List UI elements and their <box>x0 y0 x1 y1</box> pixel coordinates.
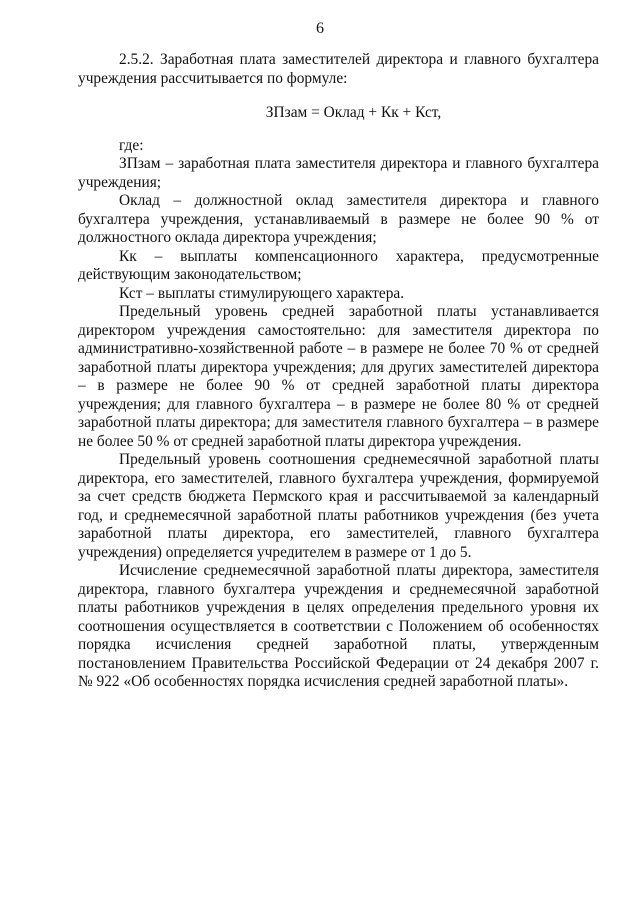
definition-zpzam: ЗПзам – заработная плата заместителя директора и главного бухгалтера учреждения; <box>78 155 599 191</box>
definition-kk: Кк – выплаты компенсационного характера, предусмотренные действующим законодательством; <box>78 247 599 283</box>
definition-oklad: Оклад – должностной оклад заместителя директора и главного бухгалтера учреждения, устанавливаемый в размере не более 90 % от должностного оклада директора учреждения; <box>78 192 599 246</box>
page-number: 6 <box>316 20 324 37</box>
paragraph-salary-limit: Предельный уровень средней заработной платы устанавливается директором учреждения самостоятельно: для заместителя директора по административно-хозяйственной работе – в размере не более 70 % от средней заработной платы директора учреждения; для других заместителей директора – в размере не более 90 % от средней заработной платы директора учреждения; для главного бухгалтера – в размере не более 80 % от средней заработной платы директора; для заместителя главного бухгалтера – в размере не более 50 % от средней заработной платы директора учреждения. <box>78 303 599 450</box>
formula: ЗПзам = Оклад + Кк + Кст, <box>265 104 442 121</box>
document-body <box>78 51 599 692</box>
paragraph-calculation: Исчисление среднемесячной заработной платы директора, заместителя директора, главного бухгалтера учреждения и среднемесячной заработной платы работников учреждения в целях определения предельного уровня их соотношения осуществляется в соответствии с Положением об особенностях порядка исчисления средней заработной платы, утвержденным постановлением Правительства Российской Федерации от 24 декабря 2007 г. № 922 «Об особенностях порядка исчисления средней заработной платы». <box>78 562 599 690</box>
section-intro: 2.5.2. Заработная плата заместителей директора и главного бухгалтера учреждения рассчитывается по формуле: <box>78 51 599 87</box>
definition-kst: Кст – выплаты стимулирующего характера. <box>119 284 405 302</box>
paragraph-ratio-limit: Предельный уровень соотношения среднемесячной заработной платы директора, его заместителей, главного бухгалтера учреждения, формируемой за счет средств бюджета Пермского края и рассчитываемой за календарный год, и среднемесячной заработной платы работников учреждения (без учета заработной платы директора, его заместителей, главного бухгалтера учреждения) определяется учредителем в размере от 1 до 5. <box>78 451 599 561</box>
where-label: где: <box>119 136 144 154</box>
